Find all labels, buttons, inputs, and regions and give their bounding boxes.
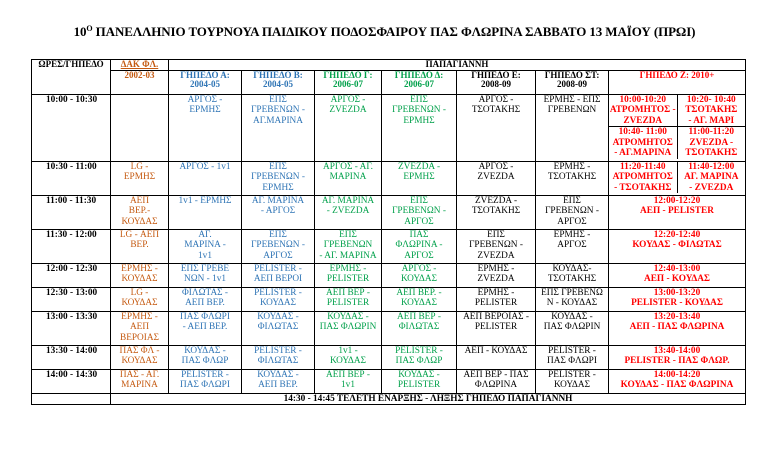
- match-cell: LG - ΕΡΜΗΣ: [111, 161, 169, 195]
- match-cell: ΕΠΣ ΓΡΕΒΕΝΩΝ - ZVEZDA: [457, 229, 536, 263]
- match-cell: ΕΠΣ ΓΡΕΒΕΝΩΝ - ΑΡΓΟΣ: [382, 195, 457, 229]
- match-cell: PELISTER - ΠΑΣ ΦΛΩΡ: [382, 345, 457, 369]
- match-cell: ΕΡΜΗΣ - ΤΣΟΤΑΚΗΣ: [536, 161, 609, 195]
- match-cell: ΑΓ. ΜΑΡΙΝΑ - ZVEZDA: [315, 195, 382, 229]
- match-cell: ΚΟΥΔΑΣ - ΠΑΣ ΦΛΩΡΙΝ: [536, 311, 609, 345]
- field-z-match: 10:00-10:20 ΑΤΡΟΜΗΤΟΣ - ZVEZDA: [609, 94, 676, 126]
- field-header: ΓΗΠΕΔΟ Ζ: 2010+: [609, 70, 746, 94]
- field-z-cell: 12:00-12:20 ΑΕΠ - PELISTER: [609, 195, 746, 229]
- match-cell: ΑΓ. ΜΑΡΙΝΑ - ΑΡΓΟΣ: [242, 195, 315, 229]
- schedule-row: [32, 161, 746, 195]
- schedule-row: [32, 229, 746, 263]
- schedule-row: [32, 263, 746, 287]
- match-cell: ZVEZDA - ΤΣΟΤΑΚΗΣ: [457, 195, 536, 229]
- match-cell: PELISTER - ΦΙΛΩΤΑΣ: [242, 345, 315, 369]
- match-cell: ΕΡΜΗΣ - ZVEZDA: [457, 263, 536, 287]
- match-cell: ΕΠΣ ΓΡΕΒΕΝΩΝ - ΑΡΓΟΣ: [242, 229, 315, 263]
- match-cell: ΑΕΠ ΒΕΡ - ΠΑΣ ΦΛΩΡΙΝΑ: [457, 369, 536, 393]
- match-cell: ΑΕΠ ΒΕΡ - 1v1: [315, 369, 382, 393]
- title-number: 10: [73, 24, 87, 39]
- match-cell: PELISTER - ΠΑΣ ΦΛΩΡΙ: [536, 345, 609, 369]
- match-cell: ΑΕΠ ΒΕΡ.- ΚΟΥΔΑΣ: [111, 195, 169, 229]
- match-cell: ΑΕΠ ΒΕΡΟΙΑΣ - PELISTER: [457, 311, 536, 345]
- match-cell: ΠΑΣ ΦΛ - ΚΟΥΔΑΣ: [111, 345, 169, 369]
- field-z-cell: 13:40-14:00 PELISTER - ΠΑΣ ΦΛΩΡ.: [609, 345, 746, 369]
- match-cell: ΕΡΜΗΣ - ΑΡΓΟΣ: [536, 229, 609, 263]
- field-z-match: 11:40-12:00 ΑΓ. ΜΑΡΙΝΑ - ZVEZDA: [677, 162, 746, 194]
- time-slot: 13:00 - 13:30: [32, 311, 111, 345]
- title-text: ΠΑΝΕΛΛΗΝΙΟ ΤΟΥΡΝΟΥΑ ΠΑΙΔΙΚΟΥ ΠΟΔΟΣΦΑΙΡΟΥ ΠΑΣ ΦΛΩΡΙΝΑ ΣΑΒΒΑΤΟ 13 ΜΑΪΟΥ (ΠΡΩΙ): [92, 24, 696, 39]
- match-cell: PELISTER - ΠΑΣ ΦΛΩΡΙ: [169, 369, 242, 393]
- match-cell: ΑΡΓΟΣ - ΑΓ. ΜΑΡΙΝΑ: [315, 161, 382, 195]
- match-cell: ΑΡΓΟΣ - ΕΡΜΗΣ: [169, 94, 242, 161]
- match-cell: ΑΡΓΟΣ - ZVEZDA: [315, 94, 382, 161]
- match-cell: ΚΟΥΔΑΣ - ΦΙΛΩΤΑΣ: [242, 311, 315, 345]
- match-cell: ΑΡΓΟΣ - ΚΟΥΔΑΣ: [382, 263, 457, 287]
- match-cell: ΚΟΥΔΑΣ - ΠΑΣ ΦΛΩΡ: [169, 345, 242, 369]
- field-z-cell: 12:40-13:00 ΑΕΠ - ΚΟΥΔΑΣ: [609, 263, 746, 287]
- match-cell: ΕΡΜΗΣ - PELISTER: [457, 287, 536, 311]
- field-header: ΓΗΠΕΔΟ Β: 2004-05: [242, 70, 315, 94]
- match-cell: ΕΠΣ ΓΡΕΒΕ ΝΩΝ - 1v1: [169, 263, 242, 287]
- match-cell: ΕΠΣ ΓΡΕΒΕΝΩΝ - ΕΡΜΗΣ: [242, 161, 315, 195]
- schedule-row: [32, 345, 746, 369]
- time-slot: 12:00 - 12:30: [32, 263, 111, 287]
- match-cell: ΕΠΣ ΓΡΕΒΕΝΩΝ - ΑΡΓΟΣ: [536, 195, 609, 229]
- match-cell: ΕΠΣ ΓΡΕΒΕΝΩΝ - ΕΡΜΗΣ: [382, 94, 457, 161]
- match-cell: ΕΡΜΗΣ - PELISTER: [315, 263, 382, 287]
- title-superscript: Ο: [86, 24, 93, 33]
- match-cell: ΕΡΜΗΣ - ΕΠΣ ΓΡΕΒΕΝΩΝ: [536, 94, 609, 161]
- match-cell: ΑΡΓΟΣ - ΤΣΟΤΑΚΗΣ: [457, 94, 536, 161]
- time-slot: 11:00 - 11:30: [32, 195, 111, 229]
- time-slot: 10:30 - 11:00: [32, 161, 111, 195]
- match-cell: ΚΟΥΔΑΣ- ΤΣΟΤΑΚΗΣ: [536, 263, 609, 287]
- match-cell: ΠΑΣ ΦΛΩΡΙΝΑ - ΑΡΓΟΣ: [382, 229, 457, 263]
- field-header: ΓΗΠΕΔΟ ΣΤ: 2008-09: [536, 70, 609, 94]
- match-cell: ΑΕΠ - ΚΟΥΔΑΣ: [457, 345, 536, 369]
- match-cell: ZVEZDA - ΕΡΜΗΣ: [382, 161, 457, 195]
- match-cell: PELISTER - ΚΟΥΔΑΣ: [536, 369, 609, 393]
- field-z-match: 11:00-11:20 ZVEZDA - ΤΣΟΤΑΚΗΣ: [677, 127, 746, 159]
- match-cell: ΑΡΓΟΣ - ZVEZDA: [457, 161, 536, 195]
- schedule-table: [31, 59, 746, 405]
- match-cell: ΕΠΣ ΓΡΕΒΕΝΩΝ - ΑΓ.ΜΑΡΙΝΑ: [242, 94, 315, 161]
- match-cell: ΑΕΠ ΒΕΡ. - ΚΟΥΔΑΣ: [382, 287, 457, 311]
- match-cell: ΦΙΛΩΤΑΣ - ΑΕΠ ΒΕΡ.: [169, 287, 242, 311]
- field-header: ΓΗΠΕΔΟ Δ: 2006-07: [382, 70, 457, 94]
- time-slot: 12:30 - 13:00: [32, 287, 111, 311]
- match-cell: ΑΡΓΟΣ - 1v1: [169, 161, 242, 195]
- dak-header: ΔΑΚ ΦΛ.: [111, 60, 169, 71]
- field-z-cell: 12:20-12:40 ΚΟΥΔΑΣ - ΦΙΛΩΤΑΣ: [609, 229, 746, 263]
- match-cell: ΠΑΣ - ΑΓ. ΜΑΡΙΝΑ: [111, 369, 169, 393]
- match-cell: ΕΠΣ ΓΡΕΒΕΝΩΝ - ΑΓ. ΜΑΡΙΝΑ: [315, 229, 382, 263]
- schedule-row: [32, 369, 746, 393]
- page-title: [0, 24, 769, 40]
- field-header: ΓΗΠΕΔΟ Α: 2004-05: [169, 70, 242, 94]
- field-z-cell: 13:00-13:20 PELISTER - ΚΟΥΔΑΣ: [609, 287, 746, 311]
- field-header: ΓΗΠΕΔΟ Γ: 2006-07: [315, 70, 382, 94]
- time-slot: 10:00 - 10:30: [32, 94, 111, 161]
- ceremony-footer: 14:30 - 14:45 ΤΕΛΕΤΗ ΕΝΑΡΞΗΣ - ΛΗΞΗΣ ΓΗΠΕΔΟ ΠΑΠΑΓΙΑΝΝΗ: [111, 393, 746, 405]
- match-cell: ΚΟΥΔΑΣ - ΑΕΠ ΒΕΡ.: [242, 369, 315, 393]
- field-z-cell: [609, 94, 746, 161]
- field-z-match: 10:20- 10:40 ΤΣΟΤΑΚΗΣ - ΑΓ. ΜΑΡΙ: [677, 95, 746, 127]
- match-cell: ΑΕΠ ΒΕΡ - ΦΙΛΩΤΑΣ: [382, 311, 457, 345]
- match-cell: ΕΠΣ ΓΡΕΒΕΝΩ Ν - ΚΟΥΔΑΣ: [536, 287, 609, 311]
- match-cell: LG - ΚΟΥΔΑΣ: [111, 287, 169, 311]
- field-z-match: 11:20-11:40 ΑΤΡΟΜΗΤΟΣ - ΤΣΟΤΑΚΗΣ: [612, 161, 673, 193]
- match-cell: ΚΟΥΔΑΣ - ΠΑΣ ΦΛΩΡΙΝ: [315, 311, 382, 345]
- match-cell: ΕΡΜΗΣ - ΑΕΠ ΒΕΡΟΙΑΣ: [111, 311, 169, 345]
- field-header: ΓΗΠΕΔΟ Ε: 2008-09: [457, 70, 536, 94]
- field-z-cell: [609, 161, 746, 195]
- venue-header: ΠΑΠΑΓΙΑΝΝΗ: [169, 60, 746, 71]
- corner-header: ΩΡΕΣ/ΓΗΠΕΔΟ: [32, 60, 111, 95]
- match-cell: LG - ΑΕΠ ΒΕΡ.: [111, 229, 169, 263]
- match-cell: 1v1 - ΕΡΜΗΣ: [169, 195, 242, 229]
- match-cell: [111, 94, 169, 161]
- match-cell: ΕΡΜΗΣ - ΚΟΥΔΑΣ: [111, 263, 169, 287]
- match-cell: ΠΑΣ ΦΛΩΡΙ - ΑΕΠ ΒΕΡ.: [169, 311, 242, 345]
- match-cell: PELISTER - ΑΕΠ ΒΕΡΟΙ: [242, 263, 315, 287]
- time-slot: 11:30 - 12:00: [32, 229, 111, 263]
- field-z-cell: 13:20-13:40 ΑΕΠ - ΠΑΣ ΦΛΩΡΙΝΑ: [609, 311, 746, 345]
- time-slot: 14:00 - 14:30: [32, 369, 111, 393]
- footer-empty-cell: [32, 393, 111, 405]
- field-z-match: 10:40- 11:00 ΑΤΡΟΜΗΤΟΣ - ΑΓ.ΜΑΡΙΝΑ: [612, 127, 673, 159]
- field-z-cell: 14:00-14:20 ΚΟΥΔΑΣ - ΠΑΣ ΦΛΩΡΙΝΑ: [609, 369, 746, 393]
- match-cell: PELISTER - ΚΟΥΔΑΣ: [242, 287, 315, 311]
- schedule-row: [32, 195, 746, 229]
- schedule-row: [32, 94, 746, 161]
- dak-years: 2002-03: [111, 70, 169, 94]
- match-cell: ΚΟΥΔΑΣ - PELISTER: [382, 369, 457, 393]
- time-slot: 13:30 - 14:00: [32, 345, 111, 369]
- match-cell: ΑΕΠ ΒΕΡ - PELISTER: [315, 287, 382, 311]
- match-cell: ΑΓ. ΜΑΡΙΝΑ - 1v1: [169, 229, 242, 263]
- schedule-row: [32, 311, 746, 345]
- match-cell: 1v1 - ΚΟΥΔΑΣ: [315, 345, 382, 369]
- schedule-row: [32, 287, 746, 311]
